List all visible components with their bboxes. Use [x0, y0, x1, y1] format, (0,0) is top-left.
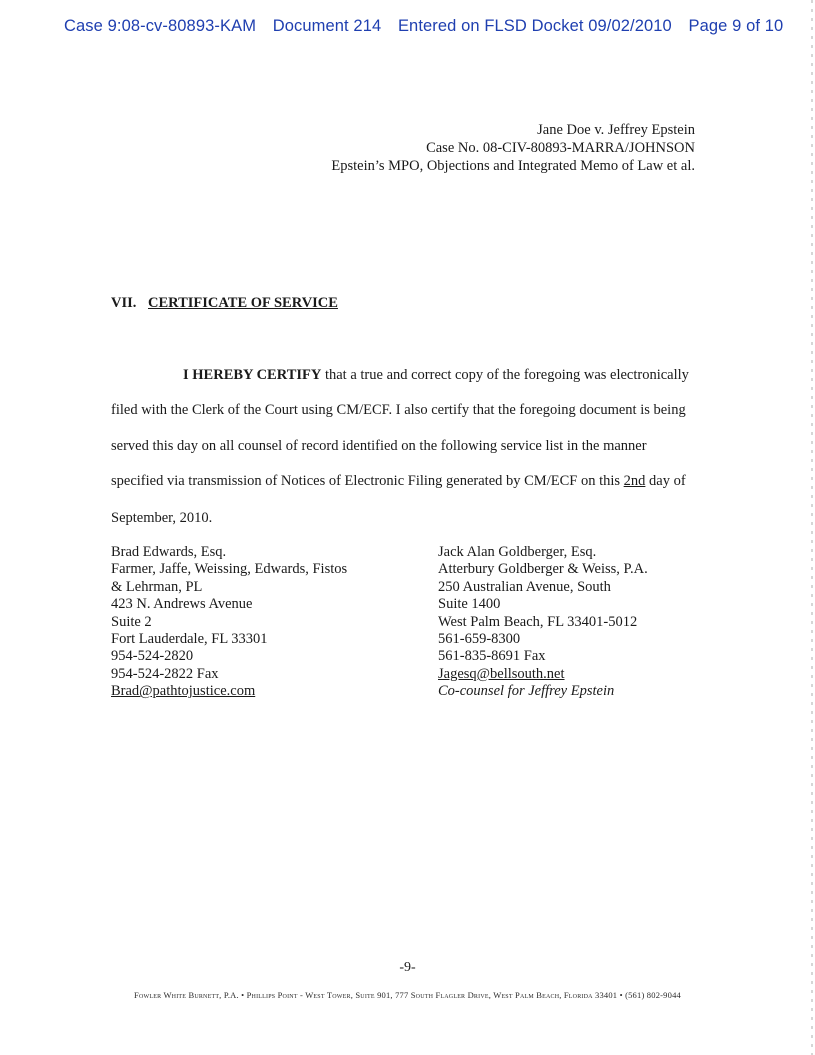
counsel-role: Co-counsel for Jeffrey Epstein [438, 683, 615, 700]
certify-lead: I HEREBY CERTIFY [183, 367, 322, 383]
section-heading [111, 295, 338, 312]
certificate-line-4 [111, 473, 696, 490]
service-list-right [438, 544, 728, 701]
stamp-document: Document 214 [272, 17, 382, 35]
counsel-street: 423 N. Andrews Avenue [111, 596, 253, 613]
case-caption: Jane Doe v. Jeffrey Epstein [537, 122, 695, 138]
counsel-phone: 954-524-2820 [111, 648, 194, 665]
certificate-line-1-text: that a true and correct copy of the foregoing was electronically [321, 367, 689, 383]
docket-stamp [64, 17, 784, 36]
counsel-fax: 954-524-2822 Fax [111, 665, 219, 682]
firm-footer: Fowler White Burnett, P.A. • Phillips Point - West Tower, Suite 901, 777 South Flagler Drive, West Palm Beach, Florida 33401 • (561) 802-9044 [134, 990, 681, 1000]
certificate-line-5: September, 2010. [111, 510, 213, 526]
section-title: CERTIFICATE OF SERVICE [148, 295, 338, 311]
counsel-firm-cont: & Lehrman, PL [111, 578, 203, 595]
stamp-entered: Entered on FLSD Docket 09/02/2010 [397, 17, 672, 35]
case-header [331, 121, 695, 175]
section-number: VII. [111, 295, 137, 311]
certificate-line-1 [111, 367, 696, 384]
counsel-street: 250 Australian Avenue, South [438, 578, 611, 595]
certificate-line-4-pre: specified via transmission of Notices of Electronic Filing generated by CM/ECF on this [111, 473, 624, 489]
counsel-phone: 561-659-8300 [438, 631, 521, 648]
service-list-left [111, 544, 411, 701]
certificate-line-3: served this day on all counsel of record identified on the following service list in the manner [111, 438, 647, 454]
counsel-firm: Farmer, Jaffe, Weissing, Edwards, Fistos [111, 561, 348, 578]
case-number: Case No. 08-CIV-80893-MARRA/JOHNSON [426, 140, 695, 156]
counsel-suite: Suite 2 [111, 613, 152, 630]
counsel-email-link[interactable]: Brad@pathtojustice.com [111, 683, 256, 700]
service-day: 2nd [623, 473, 646, 489]
document-title: Epstein’s MPO, Objections and Integrated Memo of Law et al. [331, 158, 695, 174]
certificate-line-2: filed with the Clerk of the Court using CM/ECF. I also certify that the foregoing document is being [111, 402, 686, 418]
counsel-suite: Suite 1400 [438, 596, 501, 613]
certificate-line-4-post: day of [645, 473, 686, 489]
scan-edge [811, 0, 813, 1055]
counsel-name: Jack Alan Goldberger, Esq. [438, 544, 597, 560]
counsel-name: Brad Edwards, Esq. [111, 544, 227, 560]
stamp-page: Page 9 of 10 [688, 17, 784, 35]
counsel-city: West Palm Beach, FL 33401-5012 [438, 613, 638, 630]
counsel-firm: Atterbury Goldberger & Weiss, P.A. [438, 561, 648, 578]
counsel-fax: 561-835-8691 Fax [438, 648, 546, 665]
counsel-email-link[interactable]: Jagesq@bellsouth.net [438, 665, 565, 682]
page-number: -9- [399, 960, 416, 975]
counsel-city: Fort Lauderdale, FL 33301 [111, 631, 268, 648]
stamp-case: Case 9:08-cv-80893-KAM [64, 17, 257, 35]
